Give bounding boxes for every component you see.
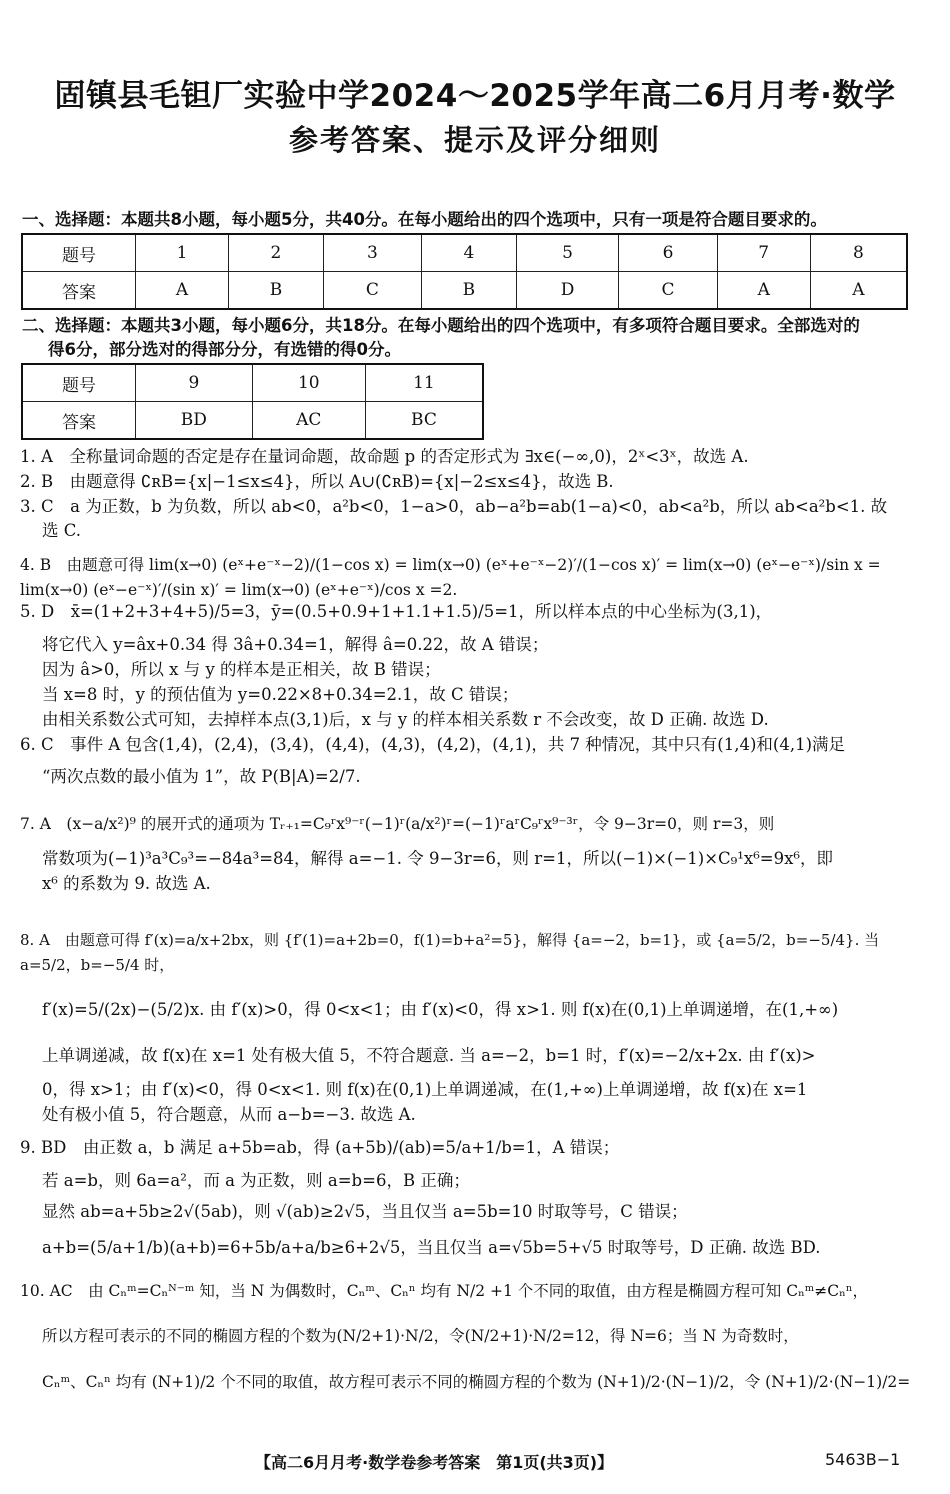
solution-9: 9. BD 由正数 a，b 满足 a+5b=ab，得 (a+5b)/(ab)=5/a+1/b=1，A 错误； (20, 1138, 620, 1157)
answer-table-1 (21, 233, 908, 310)
solution-4: 4. B 由题意可得 lim(x→0) (eˣ+e⁻ˣ−2)/(1−cos x) = lim(x→0) (eˣ+e⁻ˣ−2)′/(1−cos x)′ = lim(x→0) (eˣ−e⁻ˣ)/sin x = lim(x→0) (eˣ−e⁻ˣ)′/(sin x)′ = lim(x→0) (eˣ+e⁻ˣ)/cos x =2. (20, 556, 881, 599)
question-number: 5 (516, 234, 619, 272)
section2-heading-line1: 二、选择题：本题共3小题，每小题6分，共18分。在每小题给出的四个选项中，有多项符合题目要求。全部选对的 (22, 316, 860, 335)
question-number: 6 (619, 234, 717, 272)
answer-cell: A (810, 272, 907, 310)
solution-5: 5. D x̄=(1+2+3+4+5)/5=3，ȳ=(0.5+0.9+1+1.1+1.5)/5=1，所以样本点的中心坐标为(3,1)， (20, 602, 773, 621)
question-number: 11 (365, 364, 483, 402)
solution-7: 7. A (x−a/x²)⁹ 的展开式的通项为 Tᵣ₊₁=C₉ʳx⁹⁻ʳ(−1)ʳ(a/x²)ʳ=(−1)ʳaʳC₉ʳx⁹⁻³ʳ，令 9−3r=0，则 r=3，则 (20, 815, 775, 833)
solution-2: 2. B 由题意得 ∁ʀB={x|−1≤x≤4}，所以 A∪(∁ʀB)={x|−2≤x≤4}，故选 B. (20, 472, 614, 491)
answer-cell: B (229, 272, 324, 310)
answer-cell: BD (136, 402, 253, 440)
solution-9-line4: a+b=(5/a+1/b)(a+b)=6+5b/a+a/b≥6+2√5，当且仅当 a=√5b=5+√5 时取等号，D 正确. 故选 BD. (42, 1238, 821, 1257)
question-number: 7 (717, 234, 810, 272)
solution-8-line2: f′(x)=5/(2x)−(5/2)x. 由 f′(x)>0，得 0<x<1；由 f′(x)<0，得 x>1. 则 f(x)在(0,1)上单调递增，在(1,+∞) (42, 1000, 839, 1019)
answer-cell: A (717, 272, 810, 310)
solution-5-line5: 由相关系数公式可知，去掉样本点(3,1)后，x 与 y 的样本相关系数 r 不会改变，故 D 正确. 故选 D. (42, 710, 769, 729)
solution-1: 1. A 全称量词命题的否定是存在量词命题，故命题 p 的否定形式为 ∃x∈(−∞,0)，2ˣ<3ˣ，故选 A. (20, 447, 749, 466)
answer-cell: AC (252, 402, 365, 440)
page-subtitle: 参考答案、提示及评分细则 (288, 123, 661, 157)
solution-6-cont: “两次点数的最小值为 1”，故 P(B|A)=2/7. (42, 767, 361, 786)
table-row (22, 272, 907, 310)
row-label: 题号 (22, 364, 136, 402)
footer-code: 5463B−1 (825, 1450, 901, 1469)
question-number: 8 (810, 234, 907, 272)
answer-table-2 (21, 363, 484, 440)
question-number: 4 (422, 234, 517, 272)
solution-3-cont: 选 C. (42, 521, 82, 540)
row-label: 答案 (22, 402, 136, 440)
answer-cell: C (323, 272, 421, 310)
solution-8-line5: 处有极小值 5，符合题意，从而 a−b=−3. 故选 A. (42, 1105, 416, 1124)
solution-7-line2: 常数项为(−1)³a³C₉³=−84a³=84，解得 a=−1. 令 9−3r=6，则 r=1，所以(−1)×(−1)×C₉¹x⁶=9x⁶，即 (42, 849, 834, 868)
solution-9-line3: 显然 ab=a+5b≥2√(5ab)，则 √(ab)≥2√5，当且仅当 a=5b=10 时取等号，C 错误； (42, 1202, 688, 1221)
question-number: 1 (136, 234, 229, 272)
solution-5-line4: 当 x=8 时，y 的预估值为 y=0.22×8+0.34=2.1，故 C 错误； (42, 685, 519, 704)
answer-cell: D (516, 272, 619, 310)
solution-5-line3: 因为 â>0，所以 x 与 y 的样本是正相关，故 B 错误； (42, 660, 441, 679)
answer-cell: B (422, 272, 517, 310)
question-number: 10 (252, 364, 365, 402)
solution-5-line2: 将它代入 y=âx+0.34 得 3â+0.34=1，解得 â=0.22，故 A 错误； (42, 635, 549, 654)
answer-cell: C (619, 272, 717, 310)
solution-8: 8. A 由题意可得 f′(x)=a/x+2bx，则 {f′(1)=a+2b=0，f(1)=b+a²=5}，解得 {a=−2，b=1}，或 {a=5/2，b=−5/4}. 当 a=5/2，b=−5/4 时， (20, 931, 880, 974)
solution-7-line3: x⁶ 的系数为 9. 故选 A. (42, 874, 211, 893)
row-label: 答案 (22, 272, 136, 310)
solution-10-line2: 所以方程可表示的不同的椭圆方程的个数为(N/2+1)·N/2，令(N/2+1)·N/2=12，得 N=6；当 N 为奇数时， (42, 1327, 799, 1345)
solution-8-line4: 0，得 x>1；由 f′(x)<0，得 0<x<1. 则 f(x)在(0,1)上单调递减，在(1,+∞)上单调递增，故 f(x)在 x=1 (42, 1080, 808, 1099)
table-row (22, 364, 483, 402)
answer-cell: A (136, 272, 229, 310)
solution-9-line2: 若 a=b，则 6a=a²，而 a 为正数，则 a=b=6，B 正确； (42, 1171, 470, 1190)
solution-10: 10. AC 由 Cₙᵐ=Cₙᴺ⁻ᵐ 知，当 N 为偶数时，Cₙᵐ、Cₙⁿ 均有 N/2 +1 个不同的取值，由方程是椭圆方程可知 Cₙᵐ≠Cₙⁿ， (20, 1282, 869, 1300)
footer-label: 【高二6月月考·数学卷参考答案 第1页(共3页)】 (255, 1453, 614, 1472)
section1-heading: 一、选择题：本题共8小题，每小题5分，共40分。在每小题给出的四个选项中，只有一项是符合题目要求的。 (22, 210, 827, 229)
section2-heading-line2: 得6分，部分选对的得部分分，有选错的得0分。 (48, 340, 401, 359)
table-row (22, 234, 907, 272)
solution-10-line3: Cₙᵐ、Cₙⁿ 均有 (N+1)/2 个不同的取值，故方程可表示不同的椭圆方程的个数为 (N+1)/2·(N−1)/2，令 (N+1)/2·(N−1)/2= (42, 1373, 911, 1391)
solution-8-line3: 上单调递减，故 f(x)在 x=1 处有极大值 5，不符合题意. 当 a=−2，b=1 时，f′(x)=−2/x+2x. 由 f′(x)> (42, 1046, 816, 1065)
solution-3: 3. C a 为正数，b 为负数，所以 ab<0，a²b<0，1−a>0，ab−a²b=ab(1−a)<0，ab<a²b，所以 ab<a²b<1. 故 (20, 497, 888, 516)
question-number: 9 (136, 364, 253, 402)
solution-6: 6. C 事件 A 包含(1,4)，(2,4)，(3,4)，(4,4)，(4,3)，(4,2)，(4,1)，共 7 种情况，其中只有(1,4)和(4,1)满足 (20, 735, 846, 754)
question-number: 2 (229, 234, 324, 272)
row-label: 题号 (22, 234, 136, 272)
table-row (22, 402, 483, 440)
question-number: 3 (323, 234, 421, 272)
answer-cell: BC (365, 402, 483, 440)
page-title: 固镇县毛钽厂实验中学2024～2025学年高二6月月考·数学 (54, 78, 896, 114)
